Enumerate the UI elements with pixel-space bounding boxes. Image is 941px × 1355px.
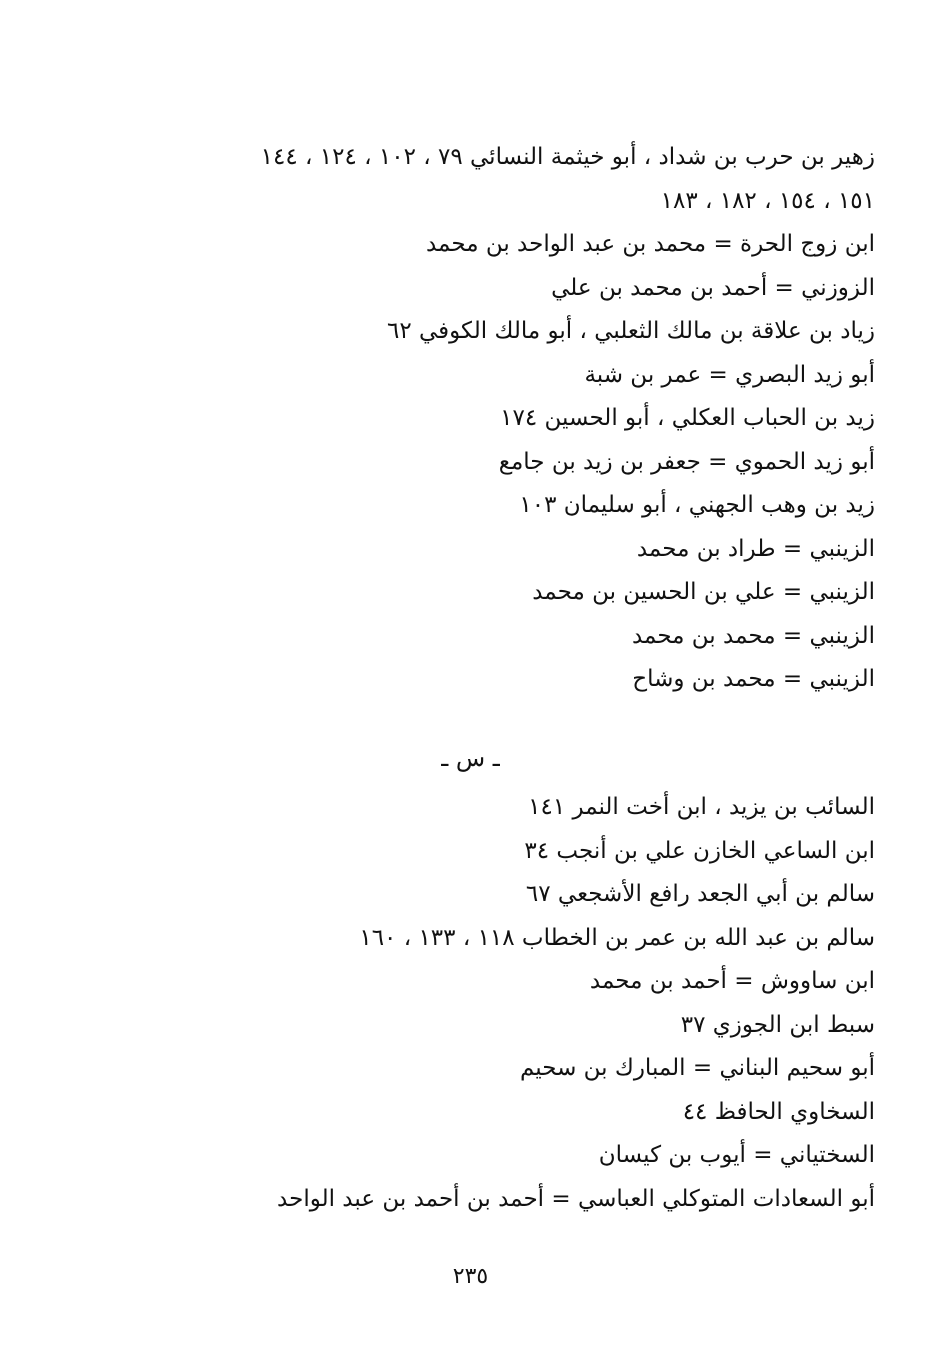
index-entry: زيد بن وهب الجهني ، أبو سليمان ١٠٣ bbox=[519, 492, 875, 518]
index-entry: السائب بن يزيد ، ابن أخت النمر ١٤١ bbox=[528, 794, 875, 820]
index-entry: زيد بن الحباب العكلي ، أبو الحسين ١٧٤ bbox=[500, 405, 875, 431]
index-entry: أبو السعادات المتوكلي العباسي = أحمد بن أحمد بن عبد الواحد bbox=[277, 1185, 875, 1212]
index-entry: أبو زيد البصري = عمر بن شبة bbox=[584, 361, 875, 388]
section-header-sin: ـ س ـ bbox=[441, 744, 500, 772]
index-entry: السختياني = أيوب بن كيسان bbox=[598, 1142, 875, 1168]
index-entry: زياد بن علاقة بن مالك الثعلبي ، أبو مالك الكوفي ٦٢ bbox=[386, 318, 875, 344]
index-entry: ابن الساعي الخازن علي بن أنجب ٣٤ bbox=[524, 837, 875, 864]
entries-sin bbox=[115, 786, 875, 1221]
index-entry: الزينبي = محمد بن محمد bbox=[631, 622, 875, 649]
index-entry: سبط ابن الجوزي ٣٧ bbox=[680, 1011, 875, 1038]
page-number: ٢٣٥ bbox=[452, 1264, 489, 1289]
index-entry-continuation: ١٥١ ، ١٥٤ ، ١٨٢ ، ١٨٣ bbox=[660, 187, 875, 214]
index-entry: الزينبي = طراد بن محمد bbox=[636, 535, 875, 562]
index-entry: الزينبي = علي بن الحسين بن محمد bbox=[532, 579, 875, 605]
index-entry: سالم بن عبد الله بن عمر بن الخطاب ١١٨ ، ١٣٣ ، ١٦٠ bbox=[359, 924, 875, 951]
entries-zay bbox=[115, 136, 875, 702]
index-entry: الزوزني = أحمد بن محمد بن علي bbox=[551, 274, 875, 301]
index-entry: أبو زيد الحموي = جعفر بن زيد بن جامع bbox=[498, 448, 875, 475]
index-entry: سالم بن أبي الجعد رافع الأشجعي ٦٧ bbox=[525, 881, 875, 907]
index-entry: ابن زوج الحرة = محمد بن عبد الواحد بن محمد bbox=[425, 231, 875, 257]
index-entry: الزينبي = محمد بن وشاح bbox=[632, 666, 875, 692]
index-entry: السخاوي الحافظ ٤٤ bbox=[682, 1098, 875, 1125]
index-entry: أبو سحيم البناني = المبارك بن سحيم bbox=[519, 1055, 875, 1081]
index-entry: ابن ساووش = أحمد بن محمد bbox=[589, 968, 875, 994]
index-entry: زهير بن حرب بن شداد ، أبو خيثمة النسائي ٧٩ ، ١٠٢ ، ١٢٤ ، ١٤٤ bbox=[260, 144, 875, 170]
